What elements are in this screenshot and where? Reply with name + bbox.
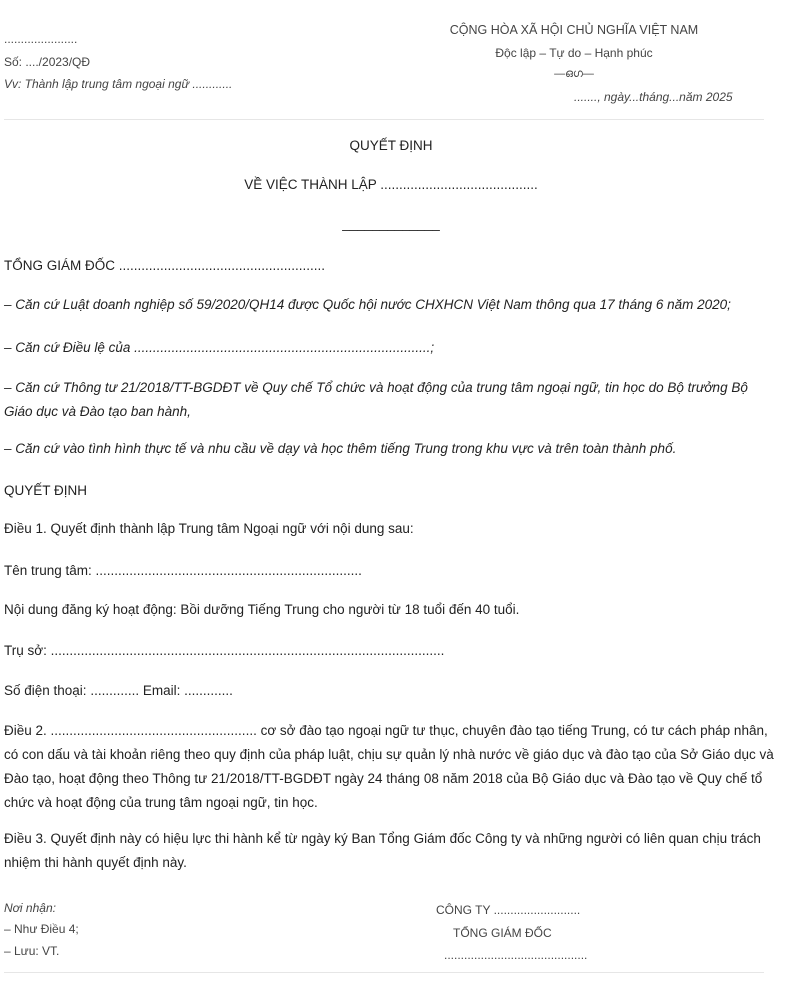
issuing-authority: TỔNG GIÁM ĐỐC ....................................................... — [4, 258, 326, 273]
decide-label: QUYẾT ĐỊNH — [4, 483, 88, 498]
article-1-intro: Điều 1. Quyết định thành lập Trung tâm Ngoại ngữ với nội dung sau: — [4, 521, 414, 536]
head-office: Trụ sở: ......................................................................................................... — [4, 643, 445, 658]
decision-subheading: VỀ VIỆC THÀNH LẬP .......................................... — [244, 177, 538, 192]
basis-item: – Căn cứ vào tình hình thực tế và nhu cầu về dạy và học thêm tiếng Trung trong khu vực và trên toàn thành phố. — [4, 441, 677, 456]
title-underline: _____________ — [342, 216, 440, 231]
recipient-item: – Như Điều 4; — [4, 922, 79, 936]
basis-item: – Căn cứ Thông tư 21/2018/TT-BGDĐT về Quy chế Tổ chức và hoạt động của trung tâm ngoại ngữ, tin học do Bộ trưởng Bộ Giáo dục và Đào tạo ban hành, — [4, 380, 748, 419]
signature-line: ........................................... — [444, 948, 588, 962]
decision-heading: QUYẾT ĐỊNH — [349, 138, 433, 153]
registered-activity: Nội dung đăng ký hoạt động: Bồi dưỡng Tiếng Trung cho người từ 18 tuổi đến 40 tuổi. — [4, 602, 520, 617]
article-2: Điều 2. ....................................................... cơ sở đào tạo ngoại ngữ tư thục, chuyên đào tạo tiếng Trung, có tư cách pháp nhân, có con dấu và tài khoản riêng theo quy định của pháp luật, chịu sự quản lý nhà nước về giáo dục và đào tạo của Sở Giáo dục và Đào tạo, hoạt động theo Thông tư 21/2018/TT-BGDĐT ngày 24 tháng 08 năm 2018 của Bộ Giáo dục và Đào tạo về Quy chế tổ chức và hoạt động của trung tâm ngoại ngữ, tin học. — [4, 723, 774, 810]
document-date: ......., ngày...tháng...năm 2025 — [574, 90, 733, 104]
document-number: Số: ..../2023/QĐ — [4, 55, 91, 69]
header-left-dots: ...................... — [4, 32, 78, 46]
footer-divider — [4, 972, 764, 973]
contact-info: Số điện thoại: ............. Email: ............. — [4, 683, 233, 698]
document-subject: Vv: Thành lập trung tâm ngoại ngữ ............ — [4, 77, 233, 91]
center-name: Tên trung tâm: ....................................................................... — [4, 563, 362, 578]
recipient-item: – Lưu: VT. — [4, 944, 60, 958]
motto-ornament: —ഒഗ— — [554, 68, 594, 80]
basis-item: – Căn cứ Điều lệ của ...............................................................................; — [4, 340, 435, 355]
recipients-label: Nơi nhận: — [4, 901, 56, 915]
signature-position: TỔNG GIÁM ĐỐC — [453, 926, 552, 940]
national-motto: Độc lập – Tự do – Hạnh phúc — [495, 46, 653, 60]
nation-title: CỘNG HÒA XÃ HỘI CHỦ NGHĨA VIỆT NAM — [449, 23, 699, 37]
basis-item: – Căn cứ Luật doanh nghiệp số 59/2020/QH14 được Quốc hội nước CHXHCN Việt Nam thông qua 17 tháng 6 năm 2020; — [4, 297, 731, 312]
header-divider — [4, 119, 764, 120]
signature-company: CÔNG TY .......................... — [436, 903, 581, 917]
article-3: Điều 3. Quyết định này có hiệu lực thi hành kể từ ngày ký Ban Tổng Giám đốc Công ty và những người có liên quan chịu trách nhiệm thi hành quyết định này. — [4, 831, 761, 870]
